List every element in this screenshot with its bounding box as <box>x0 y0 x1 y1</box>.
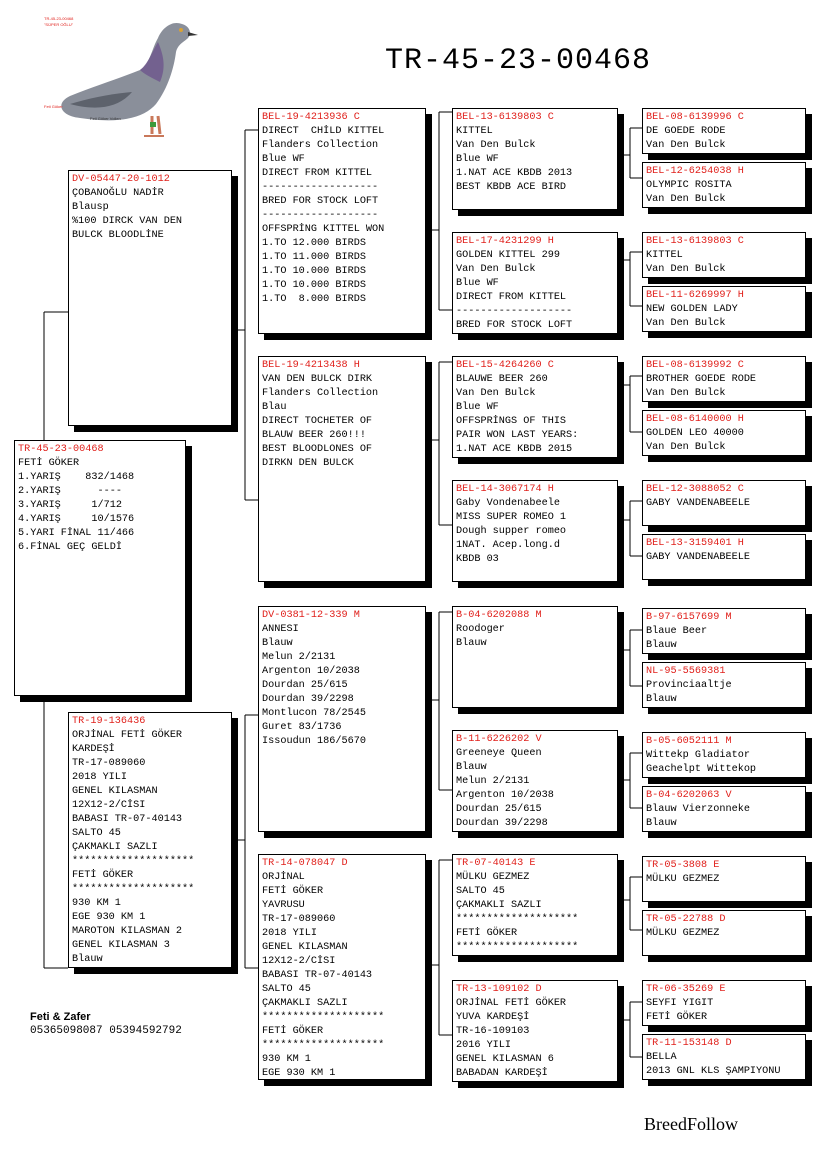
card-line: FETİ GÖKER <box>646 1012 708 1023</box>
card-line: FETİ GÖKER <box>262 886 324 897</box>
card-line: Van Den Bulck <box>646 442 726 453</box>
card-line: 4.YARIŞ 10/1576 <box>18 514 135 525</box>
ring-number: B-11-6226202 V <box>456 734 542 745</box>
card-line: 1.NAT ACE KBDB 2013 <box>456 168 573 179</box>
ring-number: BEL-13-6139803 C <box>646 236 744 247</box>
card-line: MISS SUPER ROMEO 1 <box>456 512 567 523</box>
card-line: 930 KM 1 <box>262 1054 311 1065</box>
card-line: %100 DIRCK VAN DEN <box>72 216 183 227</box>
card-line: Blue WF <box>456 402 499 413</box>
card-line: 2018 YILI <box>72 772 128 783</box>
ring-number: TR-14-078047 D <box>262 858 348 869</box>
card-line: Greeneye Queen <box>456 748 542 759</box>
card-line: Melun 2/2131 <box>262 652 336 663</box>
card-line: Blauw <box>456 762 487 773</box>
card-line: 1.TO 10.000 BIRDS <box>262 266 366 277</box>
card-line: 1NAT. Acep.long.d <box>456 540 560 551</box>
sss-card <box>452 108 618 210</box>
dam-sire-card <box>258 606 426 832</box>
card-line: OLYMPIC ROSITA <box>646 180 732 191</box>
card-line: SEYFI YIGIT <box>646 998 714 1009</box>
card-line: Blue WF <box>456 154 499 165</box>
card-line: TR-17-089060 <box>72 758 146 769</box>
ring-number: B-97-6157699 M <box>646 612 732 623</box>
card-line: KBDB 03 <box>456 554 499 565</box>
dam-card <box>68 712 232 968</box>
g4-card <box>642 662 806 708</box>
card-line: Dourdan 39/2298 <box>456 818 548 829</box>
ring-number: BEL-19-4213936 C <box>262 112 360 123</box>
card-line: GOLDEN KITTEL 299 <box>456 250 560 261</box>
card-line: ORJİNAL FETİ GÖKER <box>456 998 567 1009</box>
ring-number: BEL-14-3067174 H <box>456 484 554 495</box>
ring-number: BEL-11-6269997 H <box>646 290 744 301</box>
card-line: Van Den Bulck <box>646 194 726 205</box>
card-line: DIRKN DEN BULCK <box>262 458 354 469</box>
card-line: 2018 YILI <box>262 928 318 939</box>
card-line: OFFSPRİNG KITTEL WON <box>262 224 385 235</box>
card-line: FETİ GÖKER <box>456 928 518 939</box>
card-line: MÜLKU GEZMEZ <box>456 872 530 883</box>
card-line: Montlucon 78/2545 <box>262 708 366 719</box>
card-line: Blauw <box>646 818 677 829</box>
ring-number: DV-05447-20-1012 <box>72 174 170 185</box>
card-line: 1.TO 10.000 BIRDS <box>262 280 366 291</box>
card-line: 2.YARIŞ ---- <box>18 486 122 497</box>
card-line: Blausp <box>72 202 109 213</box>
card-line: GENEL KILASMAN <box>72 786 158 797</box>
card-line: 2016 YILI <box>456 1040 512 1051</box>
card-line: BABADAN KARDEŞİ <box>456 1068 548 1079</box>
g4-card <box>642 856 806 902</box>
card-line: BEST KBDB ACE BIRD <box>456 182 567 193</box>
ring-number: B-04-6202088 M <box>456 610 542 621</box>
card-line: ÇAKMAKLI SAZLI <box>72 842 158 853</box>
card-line: KARDEŞİ <box>72 744 115 755</box>
card-line: Blauw <box>72 954 103 965</box>
card-line: Blue WF <box>456 278 499 289</box>
ring-number: BEL-13-6139803 C <box>456 112 554 123</box>
card-line: BULCK BLOODLİNE <box>72 230 164 241</box>
card-line: BLAUWE BEER 260 <box>456 374 548 385</box>
sire-dam-card <box>258 356 426 582</box>
card-line: KITTEL <box>646 250 683 261</box>
card-line: YUVA KARDEŞİ <box>456 1012 530 1023</box>
card-line: BROTHER GOEDE RODE <box>646 374 757 385</box>
card-line: Blauw <box>646 694 677 705</box>
dam-dam-card <box>258 854 426 1080</box>
card-line: ******************** <box>456 942 579 953</box>
card-line: Blauw <box>646 640 677 651</box>
card-line: ******************** <box>262 1040 385 1051</box>
card-line: FETİ GÖKER <box>72 870 134 881</box>
card-line: GABY VANDENABEELE <box>646 552 750 563</box>
card-line: Wittekp Gladiator <box>646 750 750 761</box>
card-line: EGE 930 KM 1 <box>262 1068 336 1079</box>
card-line: TR-16-109103 <box>456 1026 530 1037</box>
ddd-card <box>452 980 618 1082</box>
ring-number: BEL-08-6139992 C <box>646 360 744 371</box>
g4-card <box>642 732 806 778</box>
card-line: DIRECT TOCHETER OF <box>262 416 373 427</box>
card-line: ------------------- <box>262 182 379 193</box>
g4-card <box>642 286 806 332</box>
g4-card <box>642 1034 806 1080</box>
card-line: Geachelpt Wittekop <box>646 764 757 775</box>
photo-text-line: TR-45-23-00468 <box>44 16 74 21</box>
ring-number: BEL-08-6140000 H <box>646 414 744 425</box>
page-title: TR-45-23-00468 <box>385 44 652 78</box>
owner-name: Feti & Zafer <box>30 1011 91 1023</box>
dds-card <box>452 854 618 956</box>
card-line: 1.NAT ACE KBDB 2015 <box>456 444 573 455</box>
card-line: FETİ GÖKER <box>18 458 80 469</box>
card-line: MÜLKU GEZMEZ <box>646 928 720 939</box>
ring-number: TR-19-136436 <box>72 716 146 727</box>
card-line: Roodoger <box>456 624 505 635</box>
card-line: Dourdan 25/615 <box>262 680 348 691</box>
subject-card <box>14 440 186 696</box>
card-line: MÜLKU GEZMEZ <box>646 874 720 885</box>
card-line: 12X12-2/CİSI <box>262 956 336 967</box>
card-line: Blau <box>262 402 287 413</box>
card-line: DIRECT CHİLD KITTEL <box>262 126 385 137</box>
card-line: SALTO 45 <box>456 886 505 897</box>
card-line: Argenton 10/2038 <box>262 666 360 677</box>
ring-number: TR-05-3808 E <box>646 860 720 871</box>
ssd-card <box>452 232 618 334</box>
card-line: ANNESI <box>262 624 299 635</box>
ring-number: TR-07-40143 E <box>456 858 536 869</box>
card-line: Provinciaaltje <box>646 680 732 691</box>
card-line: ------------------- <box>262 210 379 221</box>
card-line: BEST BLOODLONES OF <box>262 444 373 455</box>
photo-caption-text: Feti Göker Vollen <box>90 116 121 121</box>
dss-card <box>452 606 618 708</box>
card-line: ------------------- <box>456 306 573 317</box>
ring-number: TR-13-109102 D <box>456 984 542 995</box>
ring-number: B-05-6052111 M <box>646 736 732 747</box>
card-line: Guret 83/1736 <box>262 722 342 733</box>
card-line: Issoudun 186/5670 <box>262 736 366 747</box>
card-line: Blaue Beer <box>646 626 708 637</box>
card-line: ******************** <box>262 1012 385 1023</box>
card-line: Blue WF <box>262 154 305 165</box>
ring-number: BEL-12-6254038 H <box>646 166 744 177</box>
card-line: Van Den Bulck <box>646 264 726 275</box>
card-line: 5.YARI FİNAL 11/466 <box>18 528 135 539</box>
card-line: GENEL KILASMAN <box>262 942 348 953</box>
card-line: Melun 2/2131 <box>456 776 530 787</box>
card-line: OFFSPRİNGS OF THIS <box>456 416 567 427</box>
card-line: Flanders Collection <box>262 140 379 151</box>
card-line: TR-17-089060 <box>262 914 336 925</box>
g4-card <box>642 356 806 402</box>
card-line: 1.TO 12.000 BIRDS <box>262 238 366 249</box>
ring-number: NL-95-5569381 <box>646 666 726 677</box>
g4-card <box>642 910 806 956</box>
sdd-card <box>452 480 618 582</box>
ring-number: TR-05-22788 D <box>646 914 726 925</box>
card-line: 2013 GNL KLS ŞAMPIYONU <box>646 1066 781 1077</box>
g4-card <box>642 480 806 526</box>
card-line: GENEL KILASMAN 3 <box>72 940 170 951</box>
card-line: DIRECT FROM KITTEL <box>456 292 567 303</box>
card-line: Van Den Bulck <box>646 140 726 151</box>
card-line: ORJİNAL FETİ GÖKER <box>72 730 183 741</box>
g4-card <box>642 534 806 580</box>
card-line: ******************** <box>72 884 195 895</box>
card-line: Van Den Bulck <box>646 388 726 399</box>
ring-number: BEL-12-3088052 C <box>646 484 744 495</box>
card-line: 1.YARIŞ 832/1468 <box>18 472 135 483</box>
card-line: 6.FİNAL GEÇ GELDİ <box>18 542 122 553</box>
ring-number: B-04-6202063 V <box>646 790 732 801</box>
card-line: ORJİNAL <box>262 872 305 883</box>
card-line: DIRECT FROM KITTEL <box>262 168 373 179</box>
card-line: Dourdan 39/2298 <box>262 694 354 705</box>
card-line: YAVRUSU <box>262 900 305 911</box>
card-line: GOLDEN LEO 40000 <box>646 428 744 439</box>
card-line: Dough supper romeo <box>456 526 567 537</box>
g4-card <box>642 108 806 154</box>
card-line: Van Den Bulck <box>646 318 726 329</box>
card-line: 930 KM 1 <box>72 898 121 909</box>
card-line: FETİ GÖKER <box>262 1026 324 1037</box>
card-line: GABY VANDENABEELE <box>646 498 750 509</box>
photo-text-line: Feti Göker <box>44 104 63 109</box>
card-line: BRED FOR STOCK LOFT <box>456 320 573 331</box>
g4-card <box>642 980 806 1026</box>
card-line: 1.TO 8.000 BIRDS <box>262 294 366 305</box>
ring-number: TR-45-23-00468 <box>18 444 104 455</box>
ring-number: TR-06-35269 E <box>646 984 726 995</box>
ring-number: BEL-15-4264260 C <box>456 360 554 371</box>
card-line: BELLA <box>646 1052 677 1063</box>
g4-card <box>642 410 806 456</box>
card-line: BABASI TR-07-40143 <box>262 970 373 981</box>
card-line: PAIR WON LAST YEARS: <box>456 430 579 441</box>
brand-logo: BreedFollow <box>644 1114 738 1134</box>
ring-number: BEL-17-4231299 H <box>456 236 554 247</box>
card-line: SALTO 45 <box>262 984 311 995</box>
ring-number: TR-11-153148 D <box>646 1038 732 1049</box>
card-line: 12X12-2/CİSI <box>72 800 146 811</box>
card-line: 1.TO 11.000 BIRDS <box>262 252 366 263</box>
card-line: ******************** <box>72 856 195 867</box>
g4-card <box>642 162 806 208</box>
ring-number: BEL-19-4213438 H <box>262 360 360 371</box>
owner-info <box>30 1010 182 1038</box>
ring-number: DV-0381-12-339 M <box>262 610 360 621</box>
card-line: KITTEL <box>456 126 493 137</box>
g4-card <box>642 232 806 278</box>
card-line: ÇOBANOĞLU NADİR <box>72 188 164 199</box>
sds-card <box>452 356 618 458</box>
card-line: NEW GOLDEN LADY <box>646 304 738 315</box>
card-line: ÇAKMAKLI SAZLI <box>262 998 348 1009</box>
ring-number: BEL-13-3159401 H <box>646 538 744 549</box>
card-line: BABASI TR-07-40143 <box>72 814 183 825</box>
card-line: EGE 930 KM 1 <box>72 912 146 923</box>
card-line: Blauw <box>456 638 487 649</box>
card-line: DE GOEDE RODE <box>646 126 726 137</box>
card-line: BLAUW BEER 260!!! <box>262 430 366 441</box>
owner-phones: 05365098087 05394592792 <box>30 1025 182 1037</box>
card-line: Van Den Bulck <box>456 140 536 151</box>
card-line: ******************** <box>456 914 579 925</box>
photo-text-line: "SÜPER OĞLU" <box>44 22 74 27</box>
card-line: Gaby Vondenabeele <box>456 498 560 509</box>
card-line: GENEL KILASMAN 6 <box>456 1054 554 1065</box>
card-line: Van Den Bulck <box>456 388 536 399</box>
card-line: ÇAKMAKLI SAZLI <box>456 900 542 911</box>
card-line: Blauw <box>262 638 293 649</box>
sire-card <box>68 170 232 426</box>
card-line: Flanders Collection <box>262 388 379 399</box>
g4-card <box>642 608 806 654</box>
card-line: BRED FOR STOCK LOFT <box>262 196 379 207</box>
sire-sire-card <box>258 108 426 334</box>
ring-number: BEL-08-6139996 C <box>646 112 744 123</box>
card-line: MAROTON KILASMAN 2 <box>72 926 183 937</box>
card-line: Blauw Vierzonneke <box>646 804 750 815</box>
card-line: Van Den Bulck <box>456 264 536 275</box>
card-line: Argenton 10/2038 <box>456 790 554 801</box>
card-line: Dourdan 25/615 <box>456 804 542 815</box>
card-line: SALTO 45 <box>72 828 121 839</box>
dsd-card <box>452 730 618 832</box>
card-line: VAN DEN BULCK DIRK <box>262 374 373 385</box>
card-line: 3.YARIŞ 1/712 <box>18 500 122 511</box>
g4-card <box>642 786 806 832</box>
